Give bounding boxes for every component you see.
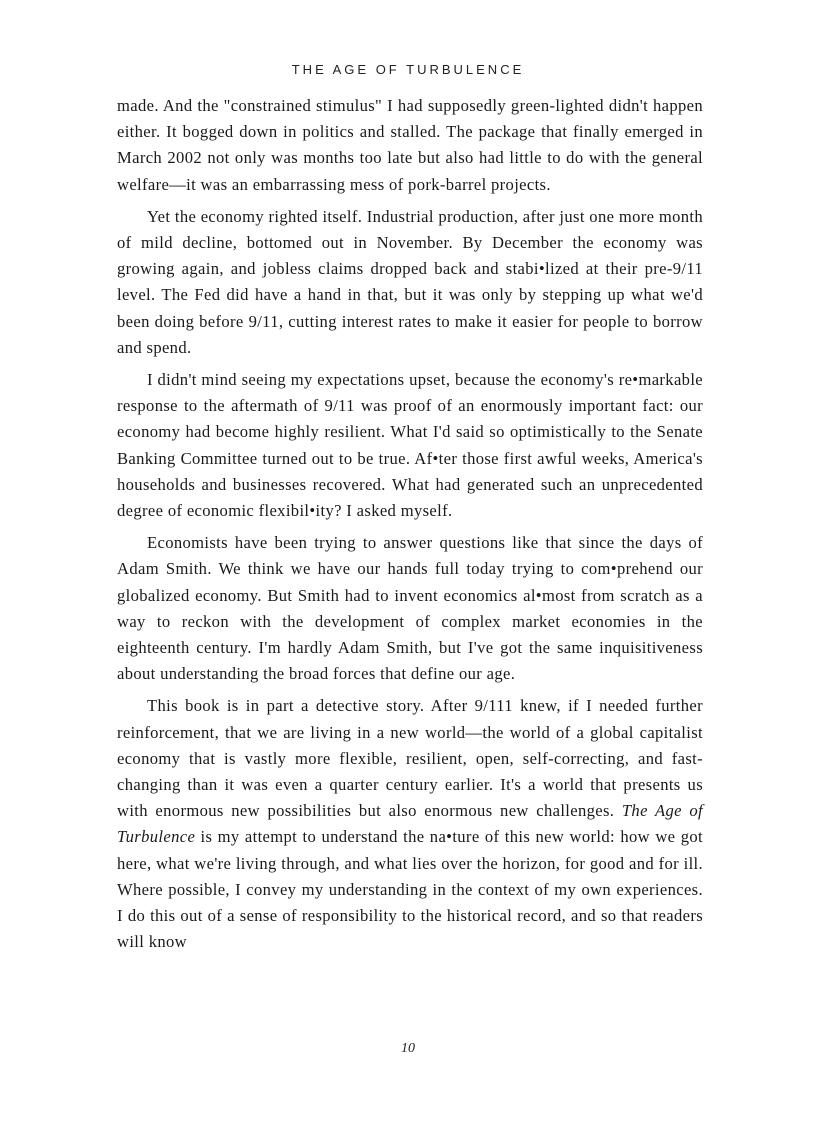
paragraph (117, 693, 703, 955)
paragraph: I didn't mind seeing my expectations upset, because the economy's re•markable response to the aftermath of 9/11 was proof of an enormously important fact: our economy had become highly resilient. What I'd said so optimistically to the Senate Banking Committee turned out to be true. Af•ter those first awful weeks, America's households and businesses recovered. What had generated such an unprecedented degree of economic flexibil•ity? I asked myself. (117, 370, 703, 521)
paragraph: made. And the "constrained stimulus" I had supposedly green-lighted didn't happen either. It bogged down in politics and stalled. The package that finally emerged in March 2002 not only was months too late but also had little to do with the general welfare—it was an embarrassing mess of pork-barrel projects. (117, 96, 703, 194)
paragraph-text: is my attempt to understand the na•ture of this new world: how we got here, what we're living through, and what lies over the horizon, for good and for ill. Where possible, I convey my understanding in the context of my own experiences. I do this out of a sense of responsibility to the historical record, and so that readers will know (117, 827, 703, 952)
paragraph: Yet the economy righted itself. Industrial production, after just one more month of mild decline, bottomed out in November. By December the economy was growing again, and jobless claims dropped back and stabi•lized at their pre-9/11 level. The Fed did have a hand in that, but it was only by stepping up what we'd been doing before 9/11, cutting interest rates to make it easier for people to borrow and spend. (117, 206, 703, 357)
running-head: THE AGE OF TURBULENCE (291, 62, 525, 77)
paragraph-text: This book is in part a detective story. After 9/111 knew, if I needed further reinforcement, that we are living in a new world—the world of a global capitalist economy that is vastly more flexible, resilient, open, self-correcting, and fast-changing than it was even a quarter century earlier. It's a world that presents us with enormous new possibilities but also enormous new challenges. (117, 696, 703, 821)
body-text (117, 93, 703, 962)
page-number: 10 (401, 1041, 415, 1056)
book-title: The Age of Turbulence (117, 801, 704, 847)
paragraph: Economists have been trying to answer questions like that since the days of Adam Smith. We think we have our hands full today trying to com•prehend our globalized economy. But Smith had to invent economics al•most from scratch as a way to reckon with the development of complex market economies in the eighteenth century. I'm hardly Adam Smith, but I've got the same inquisitiveness about understanding the broad forces that define our age. (117, 533, 703, 684)
